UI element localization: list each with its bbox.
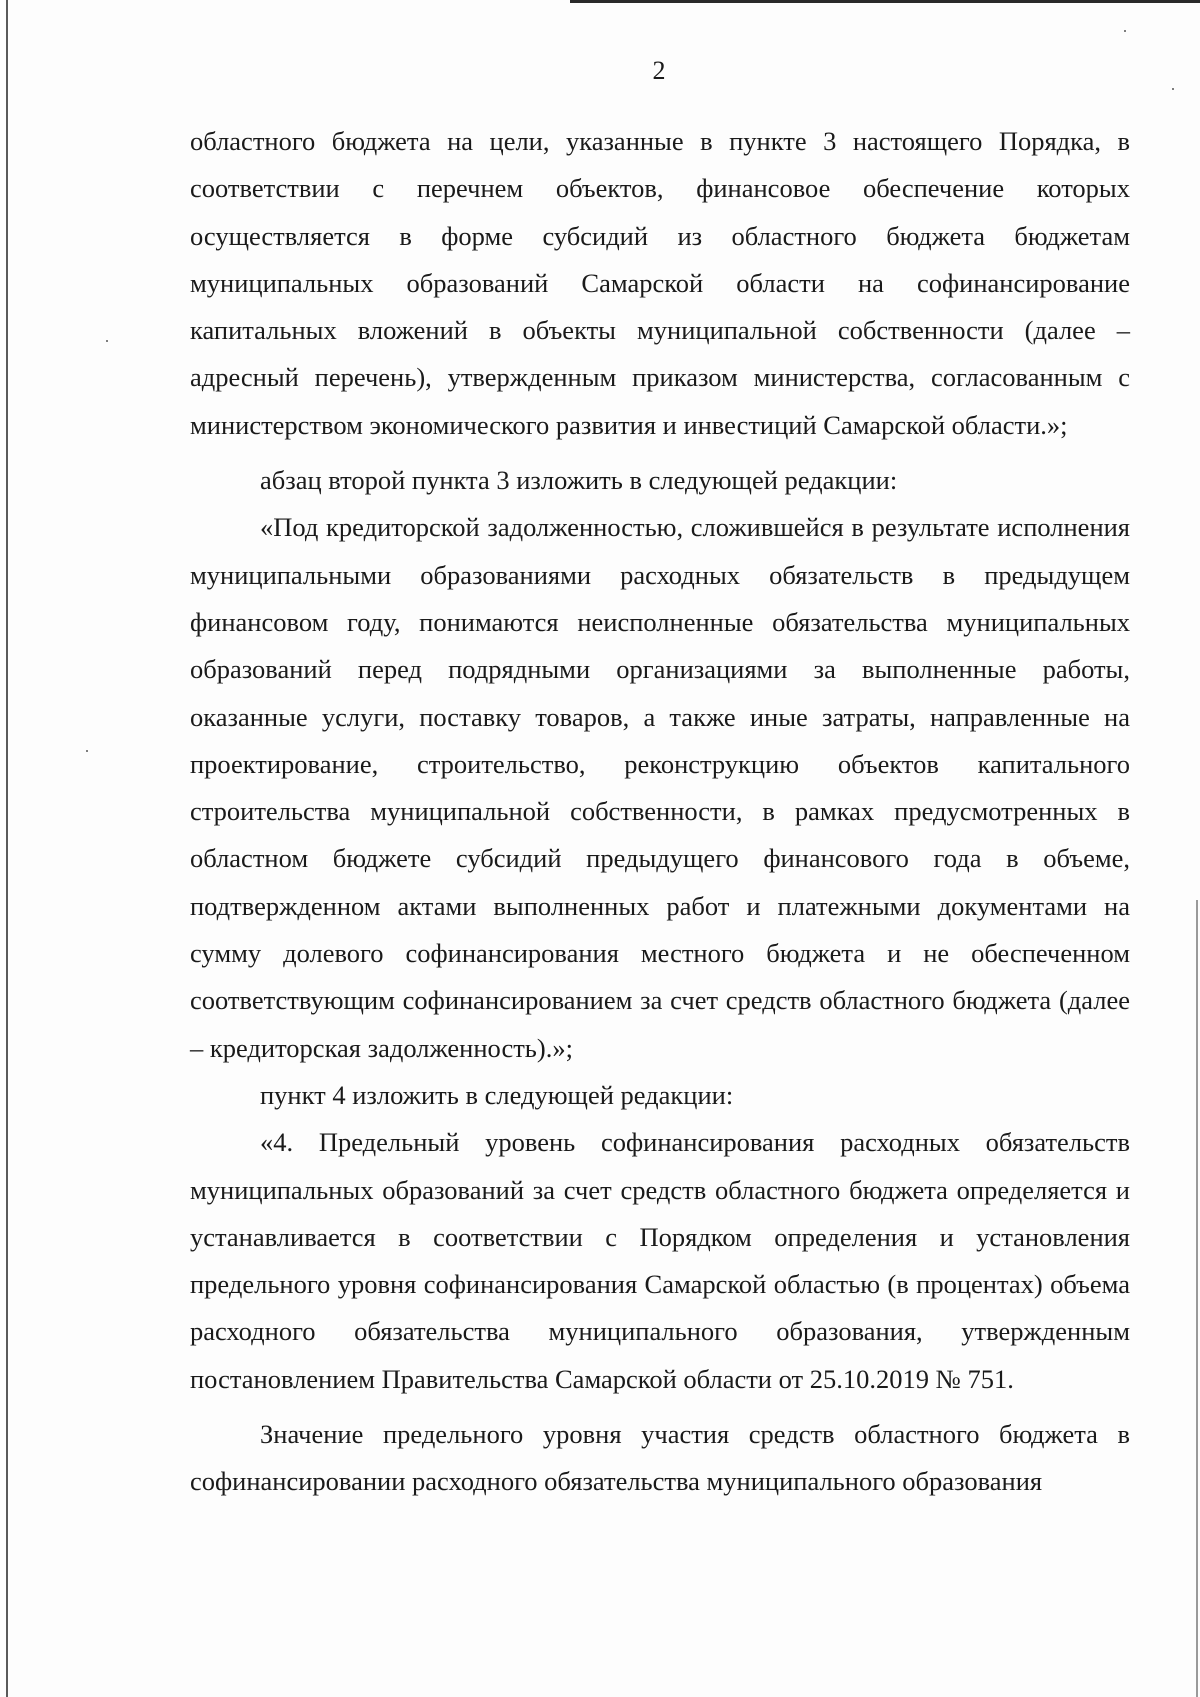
scan-edge-right <box>1196 900 1198 1697</box>
paragraph-cofinancing-level: «4. Предельный уровень софинансирования расходных обязательств муниципальных образований за счет средств областного бюджета определяется и устанавливается в соответствии с Порядком определения и установления предельного уровня софинансирования Самарской областью (в процентах) объема расходного обязательства муниципального образования, утвержденным постановлением Правительства Самарской области от 25.10.2019 № 751. <box>190 1127 1130 1394</box>
scan-speck <box>1172 88 1174 90</box>
document-body <box>190 118 1130 1506</box>
scan-speck <box>86 750 88 752</box>
paragraph-continuation: областного бюджета на цели, указанные в пункте 3 настоящего Порядка, в соответствии с перечнем объектов, финансовое обеспечение которых осуществляется в форме субсидий из областного бюджета бюджетам муниципальных образований Самарской области на софинансирование капитальных вложений в объекты муниципальной собственности (далее – адресный перечень), утвержденным приказом министерства, согласованным с министерством экономического развития и инвестиций Самарской области.»; <box>190 126 1130 440</box>
page-number: 2 <box>652 56 666 85</box>
scan-edge-left <box>6 0 8 1697</box>
paragraph-limit-value: Значение предельного уровня участия средств областного бюджета в софинансировании расходного обязательства муниципального образования <box>190 1419 1130 1497</box>
paragraph-amendment-4: пункт 4 изложить в следующей редакции: <box>260 1079 734 1110</box>
scan-edge-top <box>570 0 1200 3</box>
scan-speck <box>106 340 108 342</box>
paragraph-creditor-debt: «Под кредиторской задолженностью, сложившейся в результате исполнения муниципальными образованиями расходных обязательств в предыдущем финансовом году, понимаются неисполненные обязательства муниципальных образований перед подрядными организациями за выполненные работы, оказанные услуги, поставку товаров, а также иные затраты, направленные на проектирование, строительство, реконструкцию объектов капитального строительства муниципальной собственности, в рамках предусмотренных в областном бюджете субсидий предыдущего финансового года в объеме, подтвержденном актами выполненных работ и платежными документами на сумму долевого софинансирования местного бюджета и не обеспеченном соответствующим софинансированием за счет средств областного бюджета (далее – кредиторская задолженность).»; <box>190 512 1130 1063</box>
scan-speck <box>1124 30 1126 32</box>
paragraph-amendment-3: абзац второй пункта 3 изложить в следующей редакции: <box>260 465 898 496</box>
